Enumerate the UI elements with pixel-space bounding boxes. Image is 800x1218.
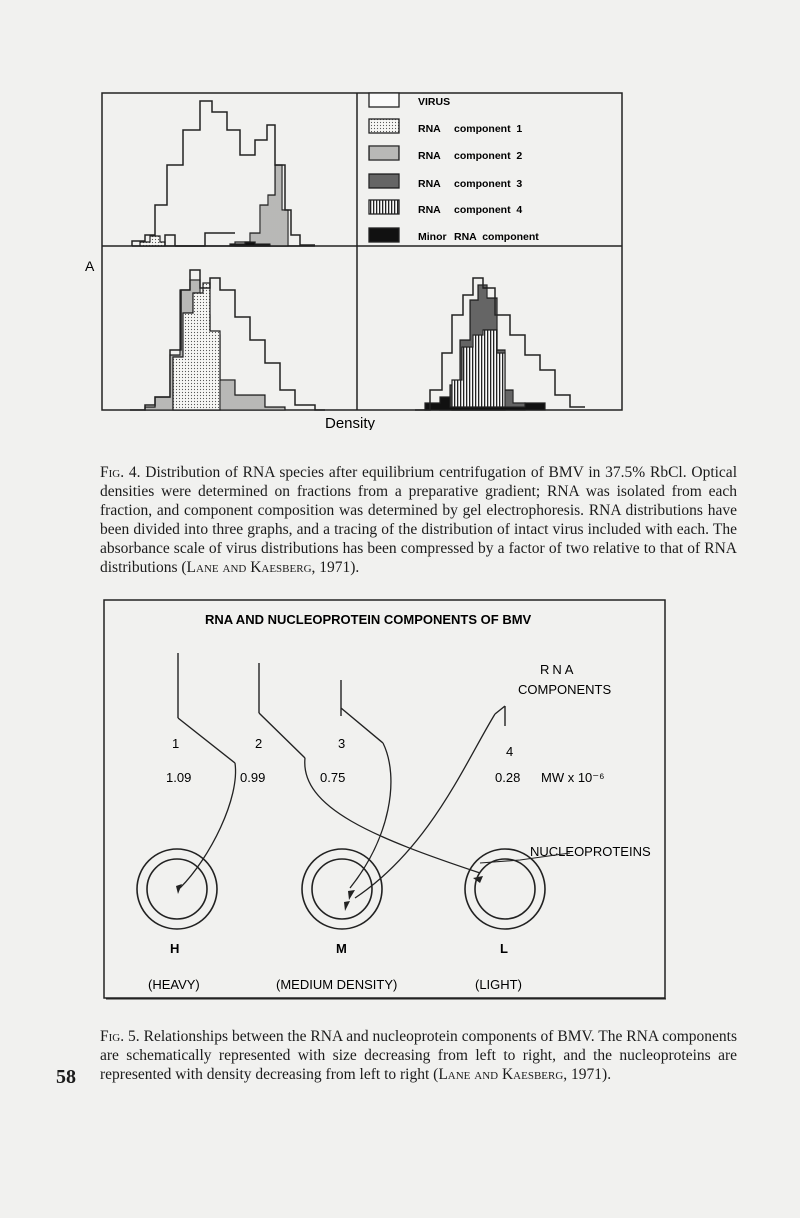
legend-label-b: component 2 xyxy=(454,150,523,162)
particle-desc: (HEAVY) xyxy=(148,977,200,992)
component-mw: 1.09 xyxy=(166,770,192,785)
legend-swatch-rna3 xyxy=(369,174,399,188)
panel-top-left xyxy=(132,101,315,246)
legend-label-b: component 4 xyxy=(454,204,523,216)
particle-desc: (LIGHT) xyxy=(475,977,522,992)
legend-label-a: RNA xyxy=(418,150,441,162)
figure-4-histograms xyxy=(85,85,630,430)
component-mw: 0.99 xyxy=(240,770,266,785)
legend-swatch-minor xyxy=(369,228,399,242)
rna-components-label: RNA xyxy=(540,662,577,677)
virus-distribution-top-left-lower xyxy=(165,233,235,246)
panel-bottom-left xyxy=(130,270,325,410)
legend-label-b: component 3 xyxy=(454,178,523,190)
x-axis-label: Density xyxy=(325,415,376,430)
component-number: 1 xyxy=(172,736,180,751)
caption-label: Fig. 5. xyxy=(100,1028,140,1045)
rna-components-label: COMPONENTS xyxy=(518,682,612,697)
legend-swatch-rna1 xyxy=(369,119,399,133)
component-number: 3 xyxy=(338,736,346,751)
caption-citation: Lane and Kaesberg xyxy=(186,559,312,576)
component-number: 2 xyxy=(255,736,263,751)
particle-medium xyxy=(302,849,382,929)
component-mw: 0.28 xyxy=(495,770,521,785)
nucleoproteins-label: NUCLEOPROTEINS xyxy=(530,844,651,859)
legend-label-a: RNA xyxy=(418,204,441,216)
figure-5-frame xyxy=(104,600,665,998)
arrowheads xyxy=(176,876,483,911)
figure-5-diagram xyxy=(100,598,670,1003)
figure-5-title: RNA AND NUCLEOPROTEIN COMPONENTS OF BMV xyxy=(205,612,532,627)
caption-text: Relationships between the RNA and nucleoprotein components of BMV. The RNA components are schematically represented with size decreasing from left to right, and the nucleoproteins are represented with density decreasing from left to right ( xyxy=(100,1028,738,1083)
legend-swatch-rna2 xyxy=(369,146,399,160)
component-number: 4 xyxy=(506,744,514,759)
panel-label: A xyxy=(85,258,95,274)
legend-label-b: RNA component xyxy=(454,231,539,243)
legend-swatch-virus xyxy=(369,93,399,107)
figure-4-legend xyxy=(369,93,539,243)
page-number: 58 xyxy=(56,1066,76,1088)
mw-unit: MW x 10⁻⁶ xyxy=(541,770,605,785)
legend-label-a: Minor xyxy=(418,231,447,243)
caption-citation: Lane and Kaesberg xyxy=(438,1066,564,1083)
particle-letter: H xyxy=(170,941,180,956)
legend-swatch-rna4 xyxy=(369,200,399,214)
panel-bottom-right xyxy=(415,278,585,410)
particle-desc: (MEDIUM DENSITY) xyxy=(276,977,398,992)
figure-4-caption xyxy=(100,463,737,577)
caption-year: , 1971). xyxy=(311,559,360,576)
particle-letter: M xyxy=(336,941,347,956)
particle-letter: L xyxy=(500,941,508,956)
caption-label: Fig. 4. xyxy=(100,464,141,481)
rna2-distribution xyxy=(235,165,288,246)
legend-label-a: RNA xyxy=(418,123,441,135)
legend-label-a: VIRUS xyxy=(418,96,451,108)
figure-5-caption xyxy=(100,1027,737,1084)
caption-text: Distribution of RNA species after equilibrium centrifugation of BMV in 37.5% RbCl. Optical densities were determined on fractions from a preparative gradient; RNA was isolated from each fraction, and component composition was determined by gel electrophoresis. RNA distributions have been divided into three graphs, and a tracing of the distribution of intact virus included with each. The absorbance scale of virus distributions has been compressed by a factor of two relative to that of RNA distributions ( xyxy=(100,464,737,576)
component-mw: 0.75 xyxy=(320,770,346,785)
nucleoprotein-particles xyxy=(137,849,545,929)
legend-label-b: component 1 xyxy=(454,123,523,135)
legend-label-a: RNA xyxy=(418,178,441,190)
caption-year: , 1971). xyxy=(563,1066,612,1083)
